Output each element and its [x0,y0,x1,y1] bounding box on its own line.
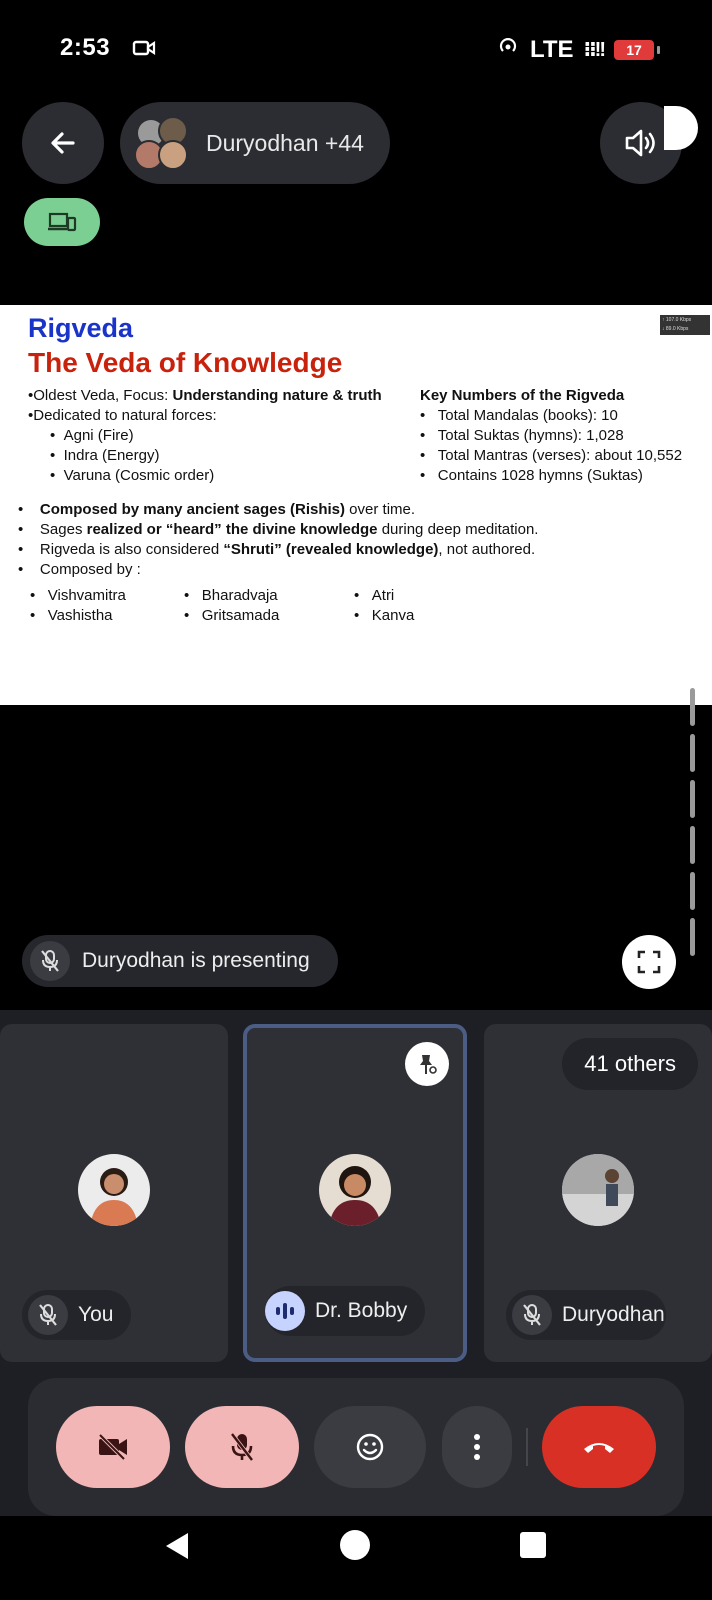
reactions-button[interactable] [314,1406,426,1488]
hotspot-icon [496,34,520,65]
triangle-back-icon [162,1530,192,1562]
slide-point: • Composed by many ancient sages (Rishis) over time. [18,501,416,518]
avatar [562,1154,634,1226]
participant-tile-you[interactable] [0,1024,228,1362]
pin-icon [415,1052,439,1076]
self-view-bubble [664,106,698,150]
key-number-item: • Total Suktas (hymns): 1,028 [420,427,624,444]
arrow-left-icon [47,127,79,159]
emoji-icon [355,1432,385,1462]
avatar [78,1154,150,1226]
microphone-toggle-button[interactable] [185,1406,299,1488]
status-icons [496,34,654,65]
status-time: 2:53 [60,34,111,61]
pin-button[interactable] [405,1042,449,1086]
mic-off-icon [28,1295,68,1335]
slide-title: Rigveda [28,313,134,343]
fullscreen-icon [636,949,662,975]
upload-speed: ↑ 107.0 Kbps [662,317,692,323]
battery-icon [614,40,654,60]
slide-subitem: • Agni (Fire) [50,427,134,444]
sage-item: • Vashistha [30,607,113,624]
camera-active-icon [132,38,156,63]
slide-point: • Composed by : [18,561,141,578]
call-controls [28,1378,684,1516]
presenting-text: Duryodhan is presenting [82,949,310,972]
mic-off-icon [512,1295,552,1335]
slide-intro-line: •Dedicated to natural forces: [28,407,217,424]
scroll-indicator [690,688,696,964]
slide-subitem: • Indra (Energy) [50,447,160,464]
end-call-button[interactable] [542,1406,656,1488]
camera-toggle-button[interactable] [56,1406,170,1488]
mic-off-icon [30,941,70,981]
download-speed: ↓ 89.0 Kbps [662,326,689,332]
hang-up-icon [581,1439,617,1455]
slide-intro-line: •Oldest Veda, Focus: Understanding nature & truth [28,387,382,404]
camera-off-icon [96,1432,130,1462]
sage-item: • Kanva [354,607,415,624]
back-button[interactable] [22,102,104,184]
key-number-item: • Contains 1028 hymns (Suktas) [420,467,643,484]
battery-level: 17 [626,41,642,58]
more-vertical-icon [473,1433,481,1461]
sage-item: • Bharadvaja [184,587,278,604]
network-speed-badge [660,315,710,335]
slide-point: • Rigveda is also considered “Shruti” (revealed knowledge), not authored. [18,541,536,558]
presenter-chip [22,935,338,987]
sage-item: • Vishvamitra [30,587,126,604]
system-navigation-bar [0,1516,712,1600]
meeting-title: Duryodhan +44 [206,129,364,156]
nav-recents-button[interactable] [520,1532,546,1558]
nav-back-button[interactable] [162,1530,192,1567]
meeting-info-button[interactable] [120,102,390,184]
more-options-button[interactable] [442,1406,512,1488]
fullscreen-button[interactable] [622,935,676,989]
signal-icon: ⁝⁝!! [583,39,604,61]
slide-point: • Sages realized or “heard” the divine knowledge during deep meditation. [18,521,539,538]
sage-item: • Gritsamada [184,607,280,624]
speaking-indicator-icon [265,1291,305,1331]
key-numbers-title: Key Numbers of the Rigveda [420,387,625,404]
key-number-item: • Total Mandalas (books): 10 [420,407,618,424]
network-type: LTE [529,35,574,63]
participant-name: Dr. Bobby [315,1299,408,1322]
participant-avatars [132,114,190,172]
slide-subtitle: The Veda of Knowledge [28,347,343,378]
sage-item: • Atri [354,587,395,604]
participant-name: You [78,1303,114,1326]
presentation-slide [0,305,712,705]
speaker-icon [624,128,658,158]
participant-name: Duryodhan [562,1303,665,1326]
mic-off-icon [228,1431,256,1463]
participant-tile-bobby[interactable] [243,1024,467,1362]
screen-share-indicator[interactable] [24,198,100,246]
control-divider [526,1428,528,1466]
slide-subitem: • Varuna (Cosmic order) [50,467,215,484]
participant-name-chip [265,1286,425,1336]
participant-name-chip [22,1290,131,1340]
participant-name-chip [506,1290,666,1340]
devices-icon [47,210,77,234]
key-number-item: • Total Mantras (verses): about 10,552 [420,447,683,464]
participant-tile-others[interactable] [484,1024,712,1362]
nav-home-button[interactable] [340,1530,370,1560]
avatar [319,1154,391,1226]
others-count[interactable]: 41 others [562,1038,698,1090]
